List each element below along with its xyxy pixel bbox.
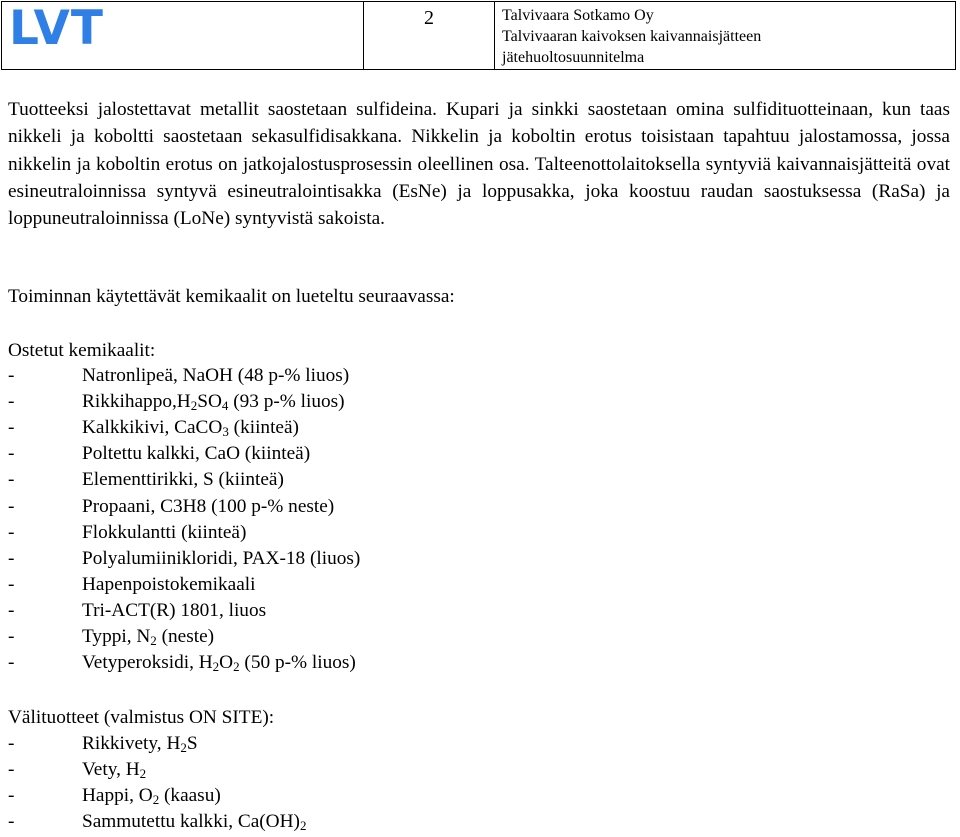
list-item-text: Rikkihappo,H	[82, 391, 191, 413]
list-item-text: Rikkivety, H	[82, 733, 181, 754]
header-page-cell	[364, 2, 495, 69]
list-bullet: -	[8, 626, 15, 647]
list-item	[8, 809, 306, 835]
list-item	[8, 520, 246, 546]
list-item-text: (50 p-% liuos)	[239, 652, 356, 674]
list-item-text: SO	[197, 391, 222, 413]
subscript: 2	[299, 818, 307, 834]
list-item	[8, 783, 221, 809]
list-bullet: -	[8, 521, 15, 543]
list-item-text: Typpi, N	[82, 626, 151, 647]
list-bullet: -	[8, 495, 15, 517]
list-item	[8, 650, 356, 676]
list-item-text: Kalkkikivi, CaCO	[82, 417, 223, 439]
list-item-text: Polyalumiinikloridi, PAX-18 (liuos)	[82, 547, 361, 569]
list-item	[8, 415, 299, 441]
list-bullet: -	[8, 547, 15, 569]
list-item-text: (kaasu)	[159, 785, 221, 807]
list-item	[8, 546, 360, 572]
list-item	[8, 441, 310, 467]
list-item-text: Tri-ACT(R) 1801, liuos	[82, 599, 267, 621]
list-item	[8, 731, 198, 757]
list-item	[8, 624, 214, 650]
subscript: 2	[233, 659, 240, 675]
list-item	[8, 389, 345, 415]
list-item-text: Flokkulantti (kiinteä)	[82, 521, 247, 543]
company-name: Talvivaara Sotkamo Oy	[502, 7, 654, 24]
list-bullet: -	[8, 785, 15, 807]
list-item-text: (neste)	[156, 626, 215, 647]
subscript: 2	[180, 740, 187, 755]
list-item-text: Propaani, C3H8 (100 p-% neste)	[82, 495, 335, 517]
page-number: 2	[424, 7, 434, 29]
subscript: 2	[139, 766, 147, 782]
subscript: 2	[212, 659, 220, 675]
list-bullet: -	[8, 573, 15, 595]
list-bullet: -	[8, 469, 15, 491]
list-item-text: Sammutettu kalkki, Ca(OH)	[82, 811, 300, 833]
list-bullet: -	[8, 443, 15, 465]
list-bullet: -	[8, 599, 15, 621]
list-item-text: (93 p-% liuos)	[228, 391, 345, 413]
subscript: 4	[221, 398, 229, 414]
list-item	[8, 757, 146, 783]
subscript: 2	[152, 792, 160, 808]
subscript: 3	[222, 424, 229, 440]
list-bullet: -	[8, 759, 15, 781]
list-item	[8, 494, 334, 520]
header-title-cell	[495, 2, 955, 69]
list-bullet: -	[8, 365, 15, 386]
purchased-chemicals-heading: Ostetut kemikaalit:	[8, 340, 156, 361]
document-title-line-1: Talvivaaran kaivoksen kaivannaisjätteen	[502, 28, 762, 45]
list-item-text: Happi, O	[82, 785, 153, 807]
document-title-line-2: jätehuoltosuunnitelma	[502, 49, 645, 66]
document-header	[1, 1, 956, 70]
list-item	[8, 363, 349, 389]
chemicals-intro: Toiminnan käytettävät kemikaalit on lueteltu seuraavassa:	[8, 286, 455, 307]
header-logo-cell	[2, 2, 364, 69]
list-item-text: Elementtirikki, S (kiinteä)	[82, 469, 284, 491]
list-item	[8, 598, 266, 624]
list-item-text: Poltettu kalkki, CaO (kiinteä)	[82, 443, 311, 465]
list-item-text: (kiinteä)	[228, 417, 299, 439]
subscript: 2	[150, 633, 157, 648]
list-item-text: Vetyperoksidi, H	[82, 652, 213, 674]
list-item-text: Natronlipeä, NaOH (48 p-% liuos)	[82, 365, 350, 386]
list-item-text: S	[186, 733, 198, 754]
company-logo: LVT	[9, 1, 104, 56]
intermediates-heading: Välituotteet (valmistus ON SITE):	[8, 707, 275, 728]
list-item	[8, 467, 284, 493]
intro-paragraph: Tuotteeksi jalostettavat metallit saostetaan sulfideina. Kupari ja sinkki saostetaan omina sulfidituotteinaan, kun taas nikkeli ja koboltti saostetaan sekasulfidisakkana. Nikkelin ja koboltin erotus toisistaan tapahtuu jalostamossa, jossa nikkelin ja koboltin erotus on jatkojalostusprosessin oleellinen osa. Talteenottolaitoksella syntyviä kaivannaisjätteitä ovat esineutraloinnissa syntyvä esineutralointisakka (EsNe) ja loppusakka, joka koostuu raudan saostuksessa (RaSa) ja loppuneutraloinnissa (LoNe) syntyvistä sakoista.	[8, 99, 950, 230]
list-bullet: -	[8, 652, 15, 674]
list-bullet: -	[8, 811, 15, 833]
list-item	[8, 572, 255, 598]
list-item-text: Hapenpoistokemikaali	[82, 573, 256, 595]
list-bullet: -	[8, 391, 15, 413]
subscript: 2	[190, 398, 198, 414]
list-item-text: Vety, H	[82, 759, 140, 781]
list-item-text: O	[219, 652, 234, 674]
list-bullet: -	[8, 417, 15, 439]
list-bullet: -	[8, 733, 15, 754]
